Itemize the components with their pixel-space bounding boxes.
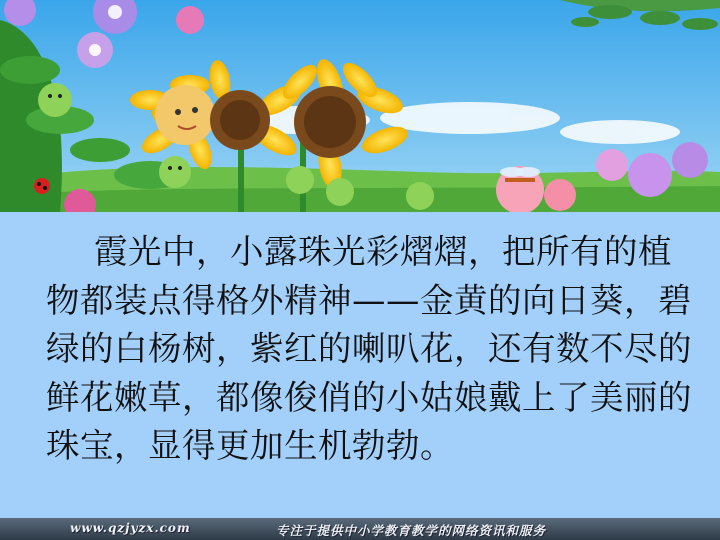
footer-bar — [0, 518, 720, 540]
footer-slogan: 专注于提供中小学教育教学的网络资讯和服务 — [276, 523, 547, 538]
dragonfly — [500, 167, 540, 182]
footer-url: www.qzjyzx.com — [70, 521, 191, 535]
ladybug — [34, 178, 50, 194]
garden-illustration — [0, 0, 720, 212]
passage-text: 霞光中，小露珠光彩熠熠，把所有的植物都装点得格外精神——金黄的向日葵，碧绿的白杨树，紫红的喇叭花，还有数不尽的鲜花嫩草，都像俊俏的小姑娘戴上了美丽的珠宝，显得更加生机勃勃。 — [46, 232, 692, 465]
